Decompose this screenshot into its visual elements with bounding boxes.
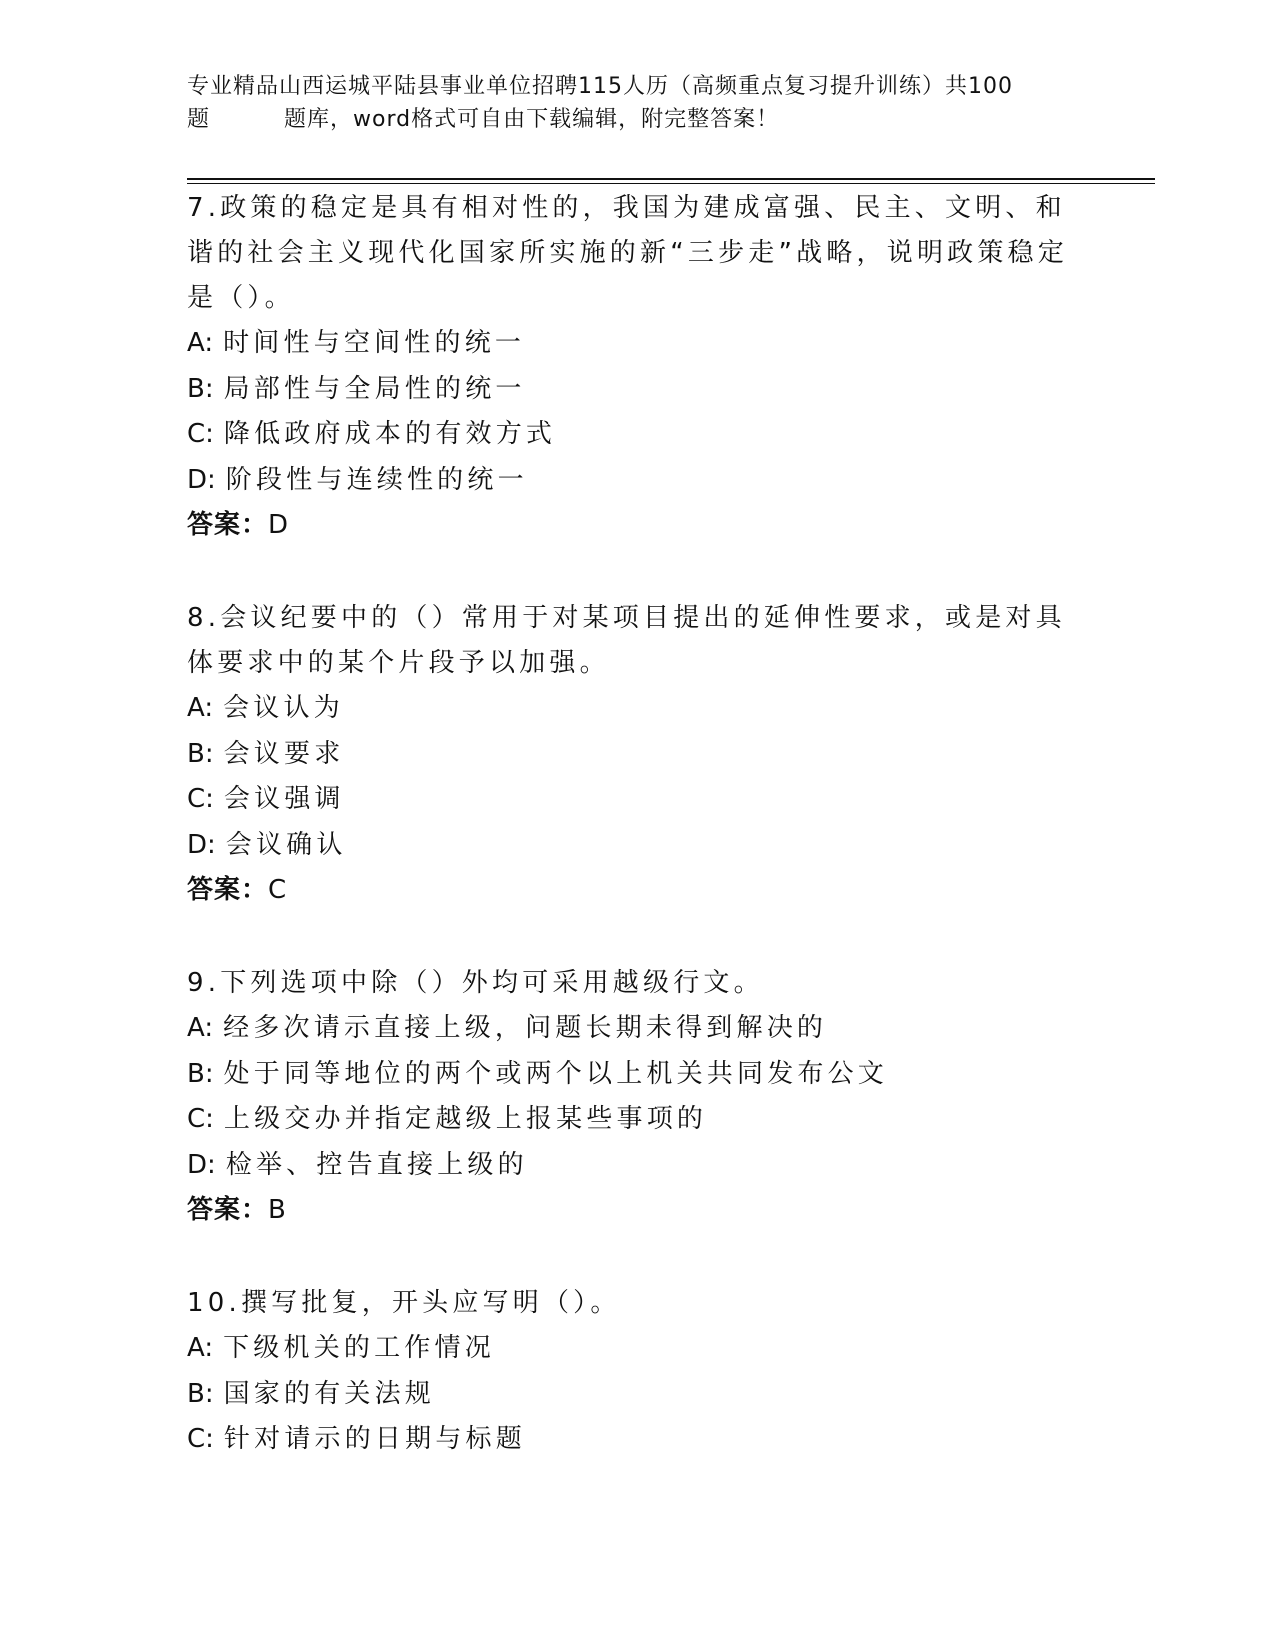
option-letter: B: — [187, 373, 214, 404]
question-text: 9.下列选项中除（）外均可采用越级行文。 — [187, 968, 764, 998]
question-8 — [187, 596, 1087, 913]
header-title-line2-rest: 题库，word格式可自由下载编辑，附完整答案！ — [284, 107, 780, 132]
option-a — [187, 321, 1087, 367]
option-c — [187, 777, 1087, 823]
option-text: 下级机关的工作情况 — [223, 1333, 495, 1363]
question-text: 10.撰写批复，开头应写明（）。 — [187, 1288, 621, 1318]
answer-line — [187, 868, 1087, 913]
question-10 — [187, 1281, 1087, 1463]
option-b — [187, 1372, 1087, 1418]
option-text: 会议认为 — [223, 693, 344, 723]
question-7 — [187, 186, 1087, 548]
option-letter: C: — [187, 1424, 214, 1454]
option-c — [187, 1417, 1087, 1463]
option-letter: A: — [187, 693, 214, 723]
option-text: 阶段性与连续性的统一 — [225, 464, 528, 495]
option-text: 针对请示的日期与标题 — [223, 1424, 526, 1454]
option-a — [187, 686, 1087, 732]
option-text: 国家的有关法规 — [223, 1378, 436, 1409]
header-title-line2-start: 题 — [187, 107, 211, 132]
option-letter: C: — [187, 419, 214, 449]
option-letter: D: — [187, 1149, 216, 1180]
option-a — [187, 1326, 1087, 1372]
option-letter: C: — [187, 1104, 214, 1134]
option-text: 会议强调 — [223, 784, 345, 814]
question-text: 8.会议纪要中的（）常用于对某项目提出的延伸性要求，或是对具体要求中的某个片段予以加强。 — [187, 603, 1066, 678]
answer-value: B — [268, 1195, 287, 1225]
option-text: 经多次请示直接上级，问题长期未得到解决的 — [223, 1013, 828, 1043]
option-c — [187, 412, 1087, 458]
option-letter: A: — [187, 1013, 214, 1043]
option-text: 上级交办并指定越级上报某些事项的 — [223, 1104, 708, 1134]
option-text: 会议确认 — [225, 829, 347, 860]
document-header — [187, 70, 1087, 136]
answer-value: D — [268, 510, 290, 540]
header-title-line2 — [187, 103, 1087, 136]
question-9 — [187, 961, 1087, 1233]
option-b — [187, 367, 1087, 413]
option-b — [187, 732, 1087, 778]
option-letter: A: — [187, 328, 214, 358]
option-d — [187, 458, 1087, 504]
answer-line — [187, 1188, 1087, 1233]
question-text: 7.政策的稳定是具有相对性的，我国为建成富强、民主、文明、和谐的社会主义现代化国家所实施的新“三步走”战略，说明政策稳定是（）。 — [187, 193, 1068, 313]
answer-value: C — [268, 875, 288, 905]
header-divider-thick — [187, 178, 1155, 180]
header-divider-thin — [187, 183, 1155, 184]
option-d — [187, 1143, 1087, 1189]
option-letter: B: — [187, 1378, 214, 1409]
option-text: 会议要求 — [223, 738, 345, 769]
question-list — [187, 186, 1087, 1511]
option-text: 局部性与全局性的统一 — [223, 373, 526, 404]
option-text: 检举、控告直接上级的 — [225, 1149, 528, 1180]
option-letter: B: — [187, 1058, 214, 1089]
option-letter: C: — [187, 784, 214, 814]
option-letter: D: — [187, 464, 216, 495]
option-letter: B: — [187, 738, 214, 769]
option-letter: D: — [187, 829, 216, 860]
answer-label: 答案： — [187, 1195, 269, 1225]
option-d — [187, 823, 1087, 869]
answer-label: 答案： — [187, 875, 269, 905]
option-text: 处于同等地位的两个或两个以上机关共同发布公文 — [223, 1058, 889, 1089]
header-title-line1: 专业精品山西运城平陆县事业单位招聘115人历（高频重点复习提升训练）共100 — [187, 74, 1013, 99]
option-text: 时间性与空间性的统一 — [223, 328, 526, 358]
answer-label: 答案： — [187, 510, 269, 540]
option-letter: A: — [187, 1333, 214, 1363]
option-c — [187, 1097, 1087, 1143]
option-a — [187, 1006, 1087, 1052]
option-b — [187, 1052, 1087, 1098]
option-text: 降低政府成本的有效方式 — [223, 419, 557, 449]
answer-line — [187, 503, 1087, 548]
